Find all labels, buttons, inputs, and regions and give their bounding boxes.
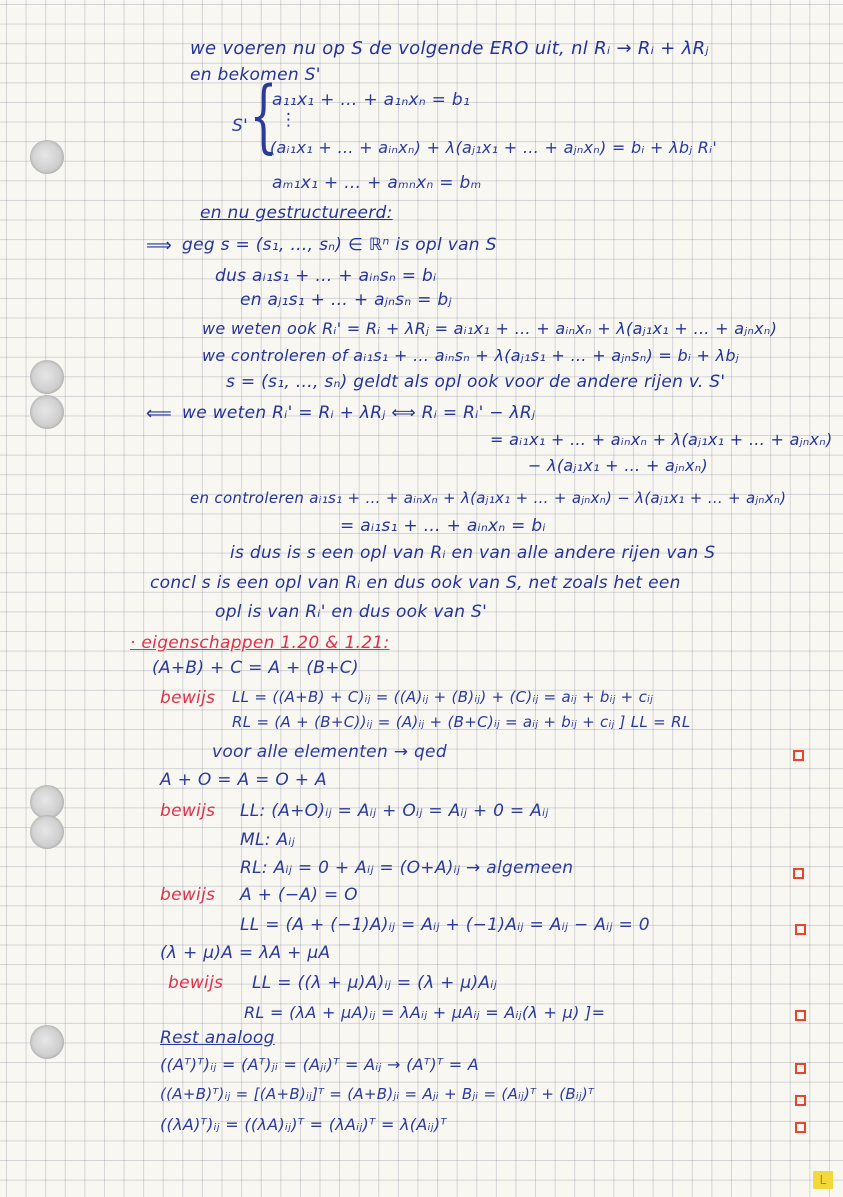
- punch-hole: [30, 140, 64, 174]
- punch-hole: [30, 360, 64, 394]
- qed-box: [795, 1122, 806, 1133]
- note-line: s = (s₁, …, sₙ) geldt als opl ook voor de andere rijen v. S': [226, 372, 726, 392]
- note-line: opl is van Rᵢ' en dus ook van S': [215, 602, 488, 622]
- note-line: RL = (λA + μA)ᵢⱼ = λAᵢⱼ + μAᵢⱼ = Aᵢⱼ(λ + μ) ]=: [244, 1003, 606, 1022]
- note-line: en bekomen S': [190, 65, 321, 85]
- qed-box: [795, 1010, 806, 1021]
- implies-left-label: ⟸: [146, 403, 173, 424]
- note-line: Rest analoog: [160, 1028, 275, 1048]
- note-line: concl s is een opl van Rᵢ en dus ook van S, net zoals het een: [150, 573, 681, 593]
- note-line: aₘ₁x₁ + … + aₘₙxₙ = bₘ: [272, 173, 482, 193]
- note-line: ((Aᵀ)ᵀ)ᵢⱼ = (Aᵀ)ⱼᵢ = (Aⱼᵢ)ᵀ = Aᵢⱼ → (Aᵀ)ᵀ = A: [160, 1055, 480, 1074]
- proof-label: bewijs: [160, 885, 216, 905]
- note-line: en controleren aᵢ₁s₁ + … + aᵢₙxₙ + λ(aⱼ₁x₁ + … + aⱼₙxₙ) − λ(aⱼ₁x₁ + … + aⱼₙxₙ): [190, 489, 787, 507]
- note-line: RL: Aᵢⱼ = 0 + Aᵢⱼ = (O+A)ᵢⱼ → algemeen: [240, 858, 574, 878]
- section-heading: · eigenschappen 1.20 & 1.21:: [130, 633, 390, 653]
- punch-hole: [30, 395, 64, 429]
- note-line: RL = (A + (B+C))ᵢⱼ = (A)ᵢⱼ + (B+C)ᵢⱼ = aᵢⱼ + bᵢⱼ + cᵢⱼ ] LL = RL: [232, 713, 691, 731]
- note-line: voor alle elementen → qed: [212, 742, 447, 762]
- system-brace: {: [249, 69, 278, 162]
- qed-box: [795, 1063, 806, 1074]
- note-line: is dus is s een opl van Rᵢ en van alle andere rijen van S: [230, 543, 716, 563]
- punch-hole: [30, 1025, 64, 1059]
- qed-box: [793, 868, 804, 879]
- note-line: ((λA)ᵀ)ᵢⱼ = ((λA)ᵢⱼ)ᵀ = (λAᵢⱼ)ᵀ = λ(Aᵢⱼ)ᵀ: [160, 1115, 447, 1134]
- note-line: we weten Rᵢ' = Rᵢ + λRⱼ ⟺ Rᵢ = Rᵢ' − λRⱼ: [182, 403, 536, 423]
- implies-right-label: ⟹: [146, 235, 173, 256]
- system-label: S': [232, 116, 249, 136]
- note-line: LL = (A + (−1)A)ᵢⱼ = Aᵢⱼ + (−1)Aᵢⱼ = Aᵢⱼ − Aᵢⱼ = 0: [240, 915, 650, 935]
- proof-label: bewijs: [160, 801, 216, 821]
- note-line: A + O = A = O + A: [160, 770, 327, 790]
- note-line: LL: (A+O)ᵢⱼ = Aᵢⱼ + Oᵢⱼ = Aᵢⱼ + 0 = Aᵢⱼ: [240, 801, 549, 821]
- proof-label: bewijs: [160, 688, 216, 708]
- qed-box: [793, 750, 804, 761]
- proof-label: bewijs: [168, 973, 224, 993]
- note-line: ((A+B)ᵀ)ᵢⱼ = [(A+B)ᵢⱼ]ᵀ = (A+B)ⱼᵢ = Aⱼᵢ + Bⱼᵢ = (Aᵢⱼ)ᵀ + (Bᵢⱼ)ᵀ: [160, 1085, 595, 1103]
- note-line: a₁₁x₁ + … + a₁ₙxₙ = b₁: [272, 90, 471, 110]
- page-corner-mark: L: [813, 1171, 833, 1189]
- note-line: (λ + μ)A = λA + μA: [160, 943, 331, 963]
- note-line: ML: Aᵢⱼ: [240, 830, 296, 850]
- note-line: A + (−A) = O: [240, 885, 358, 905]
- note-line: we controleren of aᵢ₁s₁ + … aᵢₙsₙ + λ(aⱼ₁s₁ + … + aⱼₙsₙ) = bᵢ + λbⱼ: [202, 346, 739, 365]
- qed-box: [795, 924, 806, 935]
- note-line: ⋮: [280, 110, 298, 130]
- note-line: (A+B) + C = A + (B+C): [152, 658, 359, 678]
- qed-box: [795, 1095, 806, 1106]
- note-line: (aᵢ₁x₁ + … + aᵢₙxₙ) + λ(aⱼ₁x₁ + … + aⱼₙxₙ) = bᵢ + λbⱼ Rᵢ': [270, 138, 718, 157]
- punch-hole: [30, 785, 64, 819]
- note-line: we weten ook Rᵢ' = Rᵢ + λRⱼ = aᵢ₁x₁ + … + aᵢₙxₙ + λ(aⱼ₁x₁ + … + aⱼₙxₙ): [202, 319, 778, 338]
- note-line: dus aᵢ₁s₁ + … + aᵢₙsₙ = bᵢ: [215, 266, 437, 286]
- note-line: we voeren nu op S de volgende ERO uit, nl Rᵢ → Rᵢ + λRⱼ: [190, 38, 709, 59]
- note-line: = aᵢ₁x₁ + … + aᵢₙxₙ + λ(aⱼ₁x₁ + … + aⱼₙxₙ): [490, 430, 833, 449]
- note-line: LL = ((λ + μ)A)ᵢⱼ = (λ + μ)Aᵢⱼ: [252, 973, 497, 993]
- note-line: = aᵢ₁s₁ + … + aᵢₙxₙ = bᵢ: [340, 516, 546, 536]
- punch-hole: [30, 815, 64, 849]
- note-line: LL = ((A+B) + C)ᵢⱼ = ((A)ᵢⱼ + (B)ᵢⱼ) + (C)ᵢⱼ = aᵢⱼ + bᵢⱼ + cᵢⱼ: [232, 688, 654, 706]
- note-line: geg s = (s₁, …, sₙ) ∈ ℝⁿ is opl van S: [182, 235, 497, 255]
- note-line: − λ(aⱼ₁x₁ + … + aⱼₙxₙ): [528, 456, 708, 475]
- note-line: en aⱼ₁s₁ + … + aⱼₙsₙ = bⱼ: [240, 290, 452, 310]
- note-line: en nu gestructureerd:: [200, 203, 393, 223]
